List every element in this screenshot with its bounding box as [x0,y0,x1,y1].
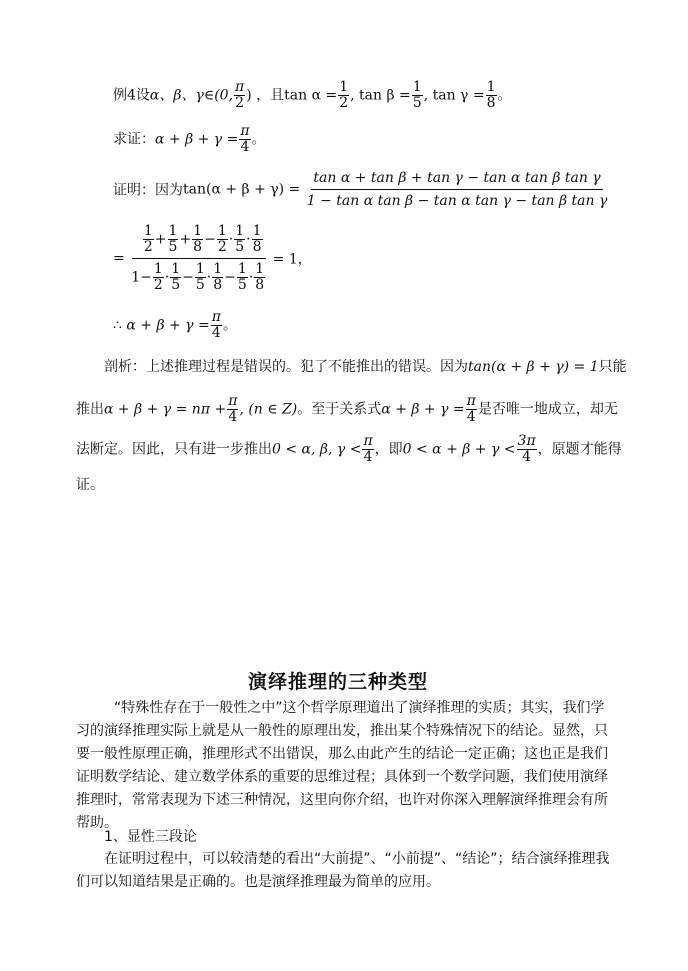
section-title: 演绎推理的三种类型 [248,671,429,693]
prove-statement: 求证：α + β + γ = $\frac{\pi}{4}$ 。 [113,123,266,155]
paragraph-line: 推理时，常常表现为下述三种情况，这里向你介绍，也许对你深入理解演绎推理会有所 [76,792,608,808]
tan-alpha: tan α = [284,87,338,104]
numeric-fraction: $\frac{1}{2}$ + $\frac{1}{5}$ + $\frac{1}{8}$ − $\frac{1}{2}$ · $\frac{1}{5}$ · $\frac{1}{8}$ 1− $\frac{1}{2}$ · $\frac{1}{5}$ − $\frac{1}{5}$ · $\frac{1}{8}$ − $\frac{1}{5}$ · $\frac{1}{8}$ [131,223,265,293]
therefore-symbol: ∴ [113,317,122,334]
example-label: 例 [113,87,127,104]
prove-label: 求证： [113,131,155,148]
tan-sum-fraction: $\frac{\text{tan α + tan β + tan γ − tan α tan β tan γ}}{\text{1 − tan α tan β − tan α tan γ − tan β tan γ}}$ [306,170,608,209]
example-number: 4 [127,87,136,104]
paragraph-line: 证明数学结论、建立数学体系的重要的思维过程；具体到一个数学问题，我们使用演绎 [76,769,608,785]
tan-beta: , tan β = [350,87,411,104]
pi-over-4-fraction: $\frac{\pi}{4}$ [211,309,221,341]
example-prefix: 设 [135,87,150,104]
numeric-substitution: = $\frac{1}{2}$ + $\frac{1}{5}$ + $\frac{1}{8}$ − $\frac{1}{2}$ · $\frac{1}{5}$ · $\frac{1}{8}$ 1− $\frac{1}{2}$ · $\frac{1}{5}$ − $\frac{1}{5}$ · $\frac{1}{8}$ − $\frac{1}{5}$ · $\frac{1}{8}$ = 1， [113,223,312,293]
paragraph-line: 帮助。 [76,815,118,831]
proof-lhs: tan(α + β + γ) = [183,181,301,198]
analysis-line-4: 证。 [76,477,104,493]
conclusion-line: ∴ α + β + γ = $\frac{\pi}{4}$ 。 [113,309,237,341]
proof-label: 证明：因为 [113,182,183,199]
example-vars: α、β、γ∈(0, [149,87,234,104]
pi-over-4-fraction: $\frac{\pi}{4}$ [240,123,250,155]
paragraph-line: 习的演绎推理实际上就是从一般性的原理出发，推出某个特殊情况下的结论。显然，只 [76,723,608,739]
subsection-heading: 1、显性三段论 [104,829,197,845]
fraction-1-2: $\frac{1}{2}$ [339,79,349,111]
proof-line [113,170,609,209]
intro-paragraph [76,697,621,835]
fraction-1-5: $\frac{1}{5}$ [412,79,422,111]
paragraph-line: 们可以知道结果是正确的。也是演绎推理最为简单的应用。 [76,874,440,890]
paragraph-line: “特殊性存在于一般性之中”这个哲学原理道出了演绎推理的实质；其实，我们学 [114,700,605,716]
fraction-1-8: $\frac{1}{8}$ [486,79,496,111]
analysis-line-3: 法断定。因此，只有进一步推出0 < α, β, γ < $\frac{\pi}{4}$ ，即0 < α + β + γ < $\frac{3\pi}{4}$ ，原题才能得 [76,433,622,465]
analysis-line-2: 推出α + β + γ = nπ + $\frac{\pi}{4}$ , (n ∈ Z)。至于关系式α + β + γ = $\frac{\pi}{4}$ 是否唯一地成立，却无 [76,393,618,425]
paragraph-line: 在证明过程中，可以较清楚的看出“大前提”、“小前提”、“结论”；结合演绎推理我 [104,851,610,867]
explicit-syllogism-paragraph [76,848,621,894]
tan-gamma: , tan γ = [423,87,485,104]
paragraph-line: 要一般性原理正确，推理形式不出错误，那么由此产生的结论一定正确；这也正是我们 [76,746,608,762]
example-4-statement: 例4设α、β、γ∈(0, $\frac{\pi}{2}$ ) ，且tan α = $\frac{1}{2}$ , tan β = $\frac{1}{5}$ , tan γ = $\frac{1}{8}$ 。 [113,79,512,111]
analysis-line-1: 剖析：上述推理过程是错误的。犯了不能推出的错误。因为tan(α + β + γ) = 1只能 [104,359,627,375]
pi-over-2-fraction: $\frac{\pi}{2}$ [235,79,245,111]
